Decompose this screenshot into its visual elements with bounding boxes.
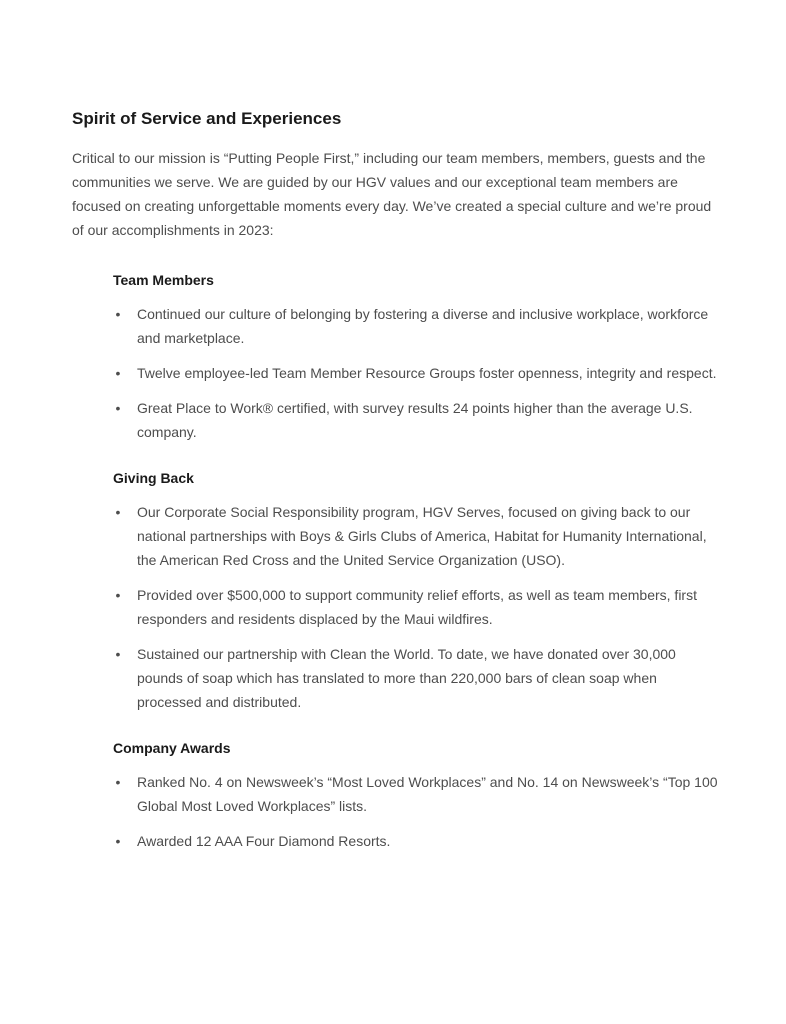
bullet-list <box>113 302 723 444</box>
list-item-text: Our Corporate Social Responsibility program, HGV Serves, focused on giving back to our national partnerships with Boys & Girls Clubs of America, Habitat for Humanity International, the American Red Cross and the United Service Organization (USO). <box>137 504 707 568</box>
bullet-icon: • <box>115 504 121 520</box>
page-title: Spirit of Service and Experiences <box>72 109 342 128</box>
bullet-icon: • <box>115 833 121 849</box>
bullet-list <box>113 770 723 853</box>
bullet-icon: • <box>115 400 121 416</box>
list-item <box>113 500 723 572</box>
section-heading: Team Members <box>113 272 214 288</box>
bullet-icon: • <box>115 646 121 662</box>
section-heading: Company Awards <box>113 740 231 756</box>
list-item <box>113 361 723 385</box>
bullet-list <box>113 500 723 714</box>
intro-paragraph: Critical to our mission is “Putting People First,” including our team members, members, guests and the communities we serve. We are guided by our HGV values and our exceptional team members are focused on creating unforgettable moments every day. We’ve created a special culture and we’re proud of our accomplishments in 2023: <box>72 150 712 238</box>
list-item <box>113 302 723 350</box>
list-item-text: Provided over $500,000 to support community relief efforts, as well as team members, first responders and residents displaced by the Maui wildfires. <box>137 587 697 627</box>
bullet-icon: • <box>115 365 121 381</box>
bullet-icon: • <box>115 774 121 790</box>
bullet-icon: • <box>115 306 121 322</box>
list-item-text: Ranked No. 4 on Newsweek’s “Most Loved Workplaces” and No. 14 on Newsweek’s “Top 100 Global Most Loved Workplaces” lists. <box>137 774 718 814</box>
list-item-text: Sustained our partnership with Clean the World. To date, we have donated over 30,000 pounds of soap which has translated to more than 220,000 bars of clean soap when processed and distributed. <box>137 646 676 710</box>
section-team-members <box>113 270 723 444</box>
list-item-text: Great Place to Work® certified, with survey results 24 points higher than the average U.S. company. <box>137 400 693 440</box>
list-item <box>113 770 723 818</box>
list-item <box>113 396 723 444</box>
section-heading: Giving Back <box>113 470 194 486</box>
list-item <box>113 583 723 631</box>
list-item-text: Twelve employee-led Team Member Resource Groups foster openness, integrity and respect. <box>137 365 717 381</box>
list-item <box>113 829 723 853</box>
document-page <box>72 108 722 864</box>
section-company-awards <box>113 738 723 853</box>
list-item-text: Continued our culture of belonging by fostering a diverse and inclusive workplace, workforce and marketplace. <box>137 306 709 346</box>
list-item-text: Awarded 12 AAA Four Diamond Resorts. <box>137 833 391 849</box>
section-giving-back <box>113 468 723 714</box>
bullet-icon: • <box>115 587 121 603</box>
list-item <box>113 642 723 714</box>
